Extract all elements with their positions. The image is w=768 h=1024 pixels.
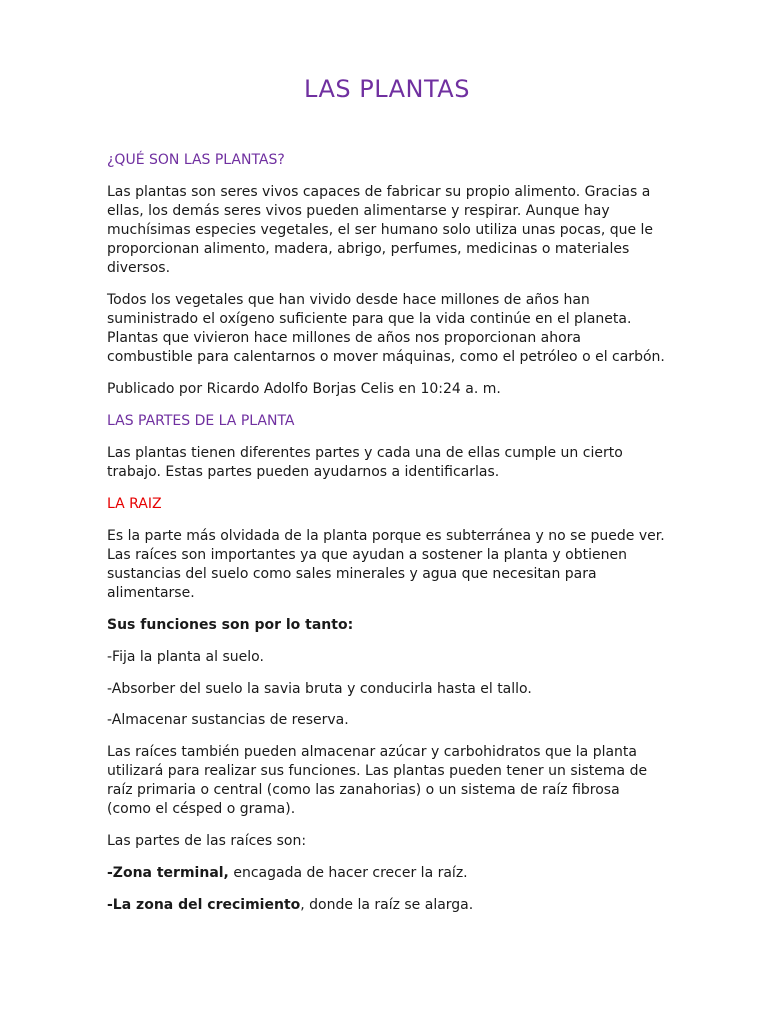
paragraph-intro: Las plantas son seres vivos capaces de fabricar su propio alimento. Gracias a ellas, los demás seres vivos pueden alimentarse y respirar. Aunque hay muchísimas especies vegetales, el ser humano solo utiliza unas pocas, que le proporcionan alimento, madera, abrigo, perfumes, medicinas o materiales diversos. bbox=[107, 184, 654, 276]
section-heading-raiz: LA RAIZ bbox=[107, 496, 162, 512]
section-heading-partes: LAS PARTES DE LA PLANTA bbox=[107, 413, 295, 429]
paragraph-partes: Las plantas tienen diferentes partes y cada una de ellas cumple un cierto trabajo. Estas partes pueden ayudarnos a identificarlas. bbox=[107, 445, 623, 480]
page-title: LAS PLANTAS bbox=[304, 75, 470, 103]
section-heading-que-son: ¿QUÉ SON LAS PLANTAS? bbox=[107, 152, 285, 168]
parts-intro: Las partes de las raíces son: bbox=[107, 833, 307, 849]
functions-heading: Sus funciones son por lo tanto: bbox=[107, 617, 354, 633]
paragraph-raices-almacenar: Las raíces también pueden almacenar azúcar y carbohidratos que la planta utilizará para realizar sus funciones. Las plantas pueden tener un sistema de raíz primaria o central (como las zanahorias) o un sistema de raíz fibrosa (como el césped o grama). bbox=[107, 744, 648, 817]
part-description: , donde la raíz se alarga. bbox=[300, 897, 474, 913]
function-item: -Fija la planta al suelo. bbox=[107, 649, 264, 665]
part-description: encagada de hacer crecer la raíz. bbox=[228, 865, 468, 881]
part-term: -La zona del crecimiento bbox=[107, 897, 301, 913]
part-term: -Zona terminal, bbox=[107, 865, 229, 881]
function-item: -Almacenar sustancias de reserva. bbox=[107, 712, 349, 728]
function-item: -Absorber del suelo la savia bruta y conducirla hasta el tallo. bbox=[107, 681, 532, 697]
part-item bbox=[107, 896, 667, 915]
paragraph-oxygen: Todos los vegetales que han vivido desde hace millones de años han suministrado el oxígeno suficiente para que la vida continúe en el planeta. Plantas que vivieron hace millones de años nos proporcionan ahora combustible para calentarnos o mover máquinas, como el petróleo o el carbón. bbox=[107, 292, 665, 365]
part-item bbox=[107, 864, 667, 883]
byline: Publicado por Ricardo Adolfo Borjas Celis en 10:24 a. m. bbox=[107, 381, 501, 397]
paragraph-raiz: Es la parte más olvidada de la planta porque es subterránea y no se puede ver. Las raíces son importantes ya que ayudan a sostener la planta y obtienen sustancias del suelo como sales minerales y agua que necesitan para alimentarse. bbox=[107, 528, 665, 601]
